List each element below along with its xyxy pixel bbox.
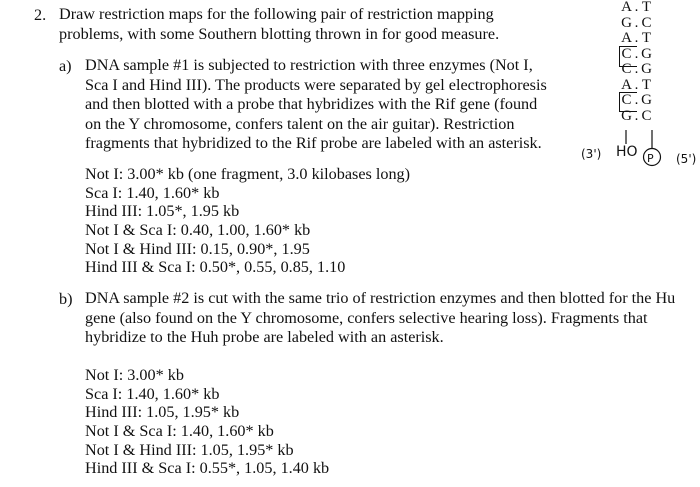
- part-b-data: [85, 366, 329, 478]
- digest-result: Hind III & Sca I: 0.50*, 0.55, 0.85, 1.10: [85, 258, 346, 277]
- base-right: C: [641, 14, 652, 31]
- part-b-line: gene (also found on the Y chromosome, confers selective hearing loss). Fragments that: [85, 308, 648, 327]
- bond-dot: .: [634, 61, 639, 78]
- digest-result: Hind III & Sca I: 0.55*, 1.05, 1.40 kb: [85, 459, 330, 478]
- intro-line: problems, with some Southern blotting thrown in for good measure.: [59, 24, 500, 43]
- base-left: G: [621, 14, 632, 31]
- base-left: C: [621, 61, 632, 78]
- digest-result: Sca I: 1.40, 1.60* kb: [85, 384, 220, 403]
- bond-dot: .: [634, 14, 639, 31]
- digest-result: Not I & Sca I: 1.40, 1.60* kb: [85, 422, 274, 441]
- part-a-label: a): [59, 57, 72, 75]
- intro-line: Draw restriction maps for the following pair of restriction mapping: [59, 5, 494, 23]
- digest-result: Not I & Hind III: 0.15, 0.90*, 1.95: [85, 239, 310, 258]
- bond-dot: .: [634, 45, 639, 62]
- part-a-line: on the Y chromosome, confers talent on the air guitar). Restriction: [85, 114, 515, 133]
- base-right: T: [641, 0, 652, 16]
- digest-result: Not I: 3.00* kb (one fragment, 3.0 kilobases long): [85, 165, 411, 183]
- five-prime-label: (5'): [676, 152, 697, 166]
- base-left: C: [621, 92, 632, 109]
- base-right: G: [641, 61, 652, 78]
- hydroxyl-label: HO: [616, 144, 638, 160]
- bond-dot: .: [634, 0, 639, 16]
- base-right: C: [641, 107, 652, 124]
- part-a-line: and then blotted with a probe that hybridizes with the Rif gene (found: [85, 95, 538, 113]
- base-right: T: [641, 30, 652, 47]
- digest-result: Sca I: 1.40, 1.60* kb: [85, 183, 220, 202]
- part-b-line: hybridize to the Huh probe are labeled with an asterisk.: [85, 328, 444, 346]
- bond-dot: .: [634, 92, 639, 109]
- part-b-text: [85, 289, 675, 348]
- base-left: A: [621, 0, 632, 16]
- three-prime-label: (3'): [581, 147, 602, 161]
- part-b-line: DNA sample #2 is cut with the same trio of restriction enzymes and then blotted for the Hu: [85, 289, 676, 307]
- digest-result: Hind III: 1.05, 1.95* kb: [85, 403, 240, 422]
- base-pair: [620, 0, 664, 16]
- base-pair: [620, 16, 664, 32]
- base-right: G: [641, 92, 652, 109]
- base-left: A: [621, 76, 632, 93]
- bond-dot: .: [634, 76, 639, 93]
- part-a-line: Sca I and Hind III). The products were separated by gel electrophoresis: [85, 75, 547, 94]
- bond-dot: .: [634, 30, 639, 47]
- base-left: G: [621, 107, 632, 124]
- bond-dot: .: [634, 107, 639, 124]
- digest-result: Not I: 3.00* kb: [85, 366, 184, 384]
- base-pair: [620, 78, 664, 94]
- strand-bracket: [619, 92, 637, 112]
- part-a-text: [85, 56, 547, 154]
- base-left: A: [621, 30, 632, 47]
- part-a-line: fragments that hybridized to the Rif probe are labeled with an asterisk.: [85, 134, 542, 152]
- part-b-label: b): [59, 290, 73, 308]
- digest-result: Not I & Hind III: 1.05, 1.95* kb: [85, 440, 294, 459]
- part-a-data: [85, 165, 410, 277]
- problem-number: 2.: [34, 6, 47, 24]
- strand-bracket: [619, 46, 637, 67]
- base-pair: [620, 31, 664, 47]
- base-right: T: [641, 76, 652, 93]
- digest-result: Hind III: 1.05*, 1.95 kb: [85, 202, 240, 221]
- digest-result: Not I & Sca I: 0.40, 1.00, 1.60* kb: [85, 221, 311, 240]
- part-a-line: DNA sample #1 is subjected to restriction with three enzymes (Not I,: [85, 56, 533, 74]
- base-left: C: [621, 45, 632, 62]
- phosphate-label: P: [647, 152, 654, 165]
- problem-intro: [59, 5, 499, 44]
- base-right: G: [641, 45, 652, 62]
